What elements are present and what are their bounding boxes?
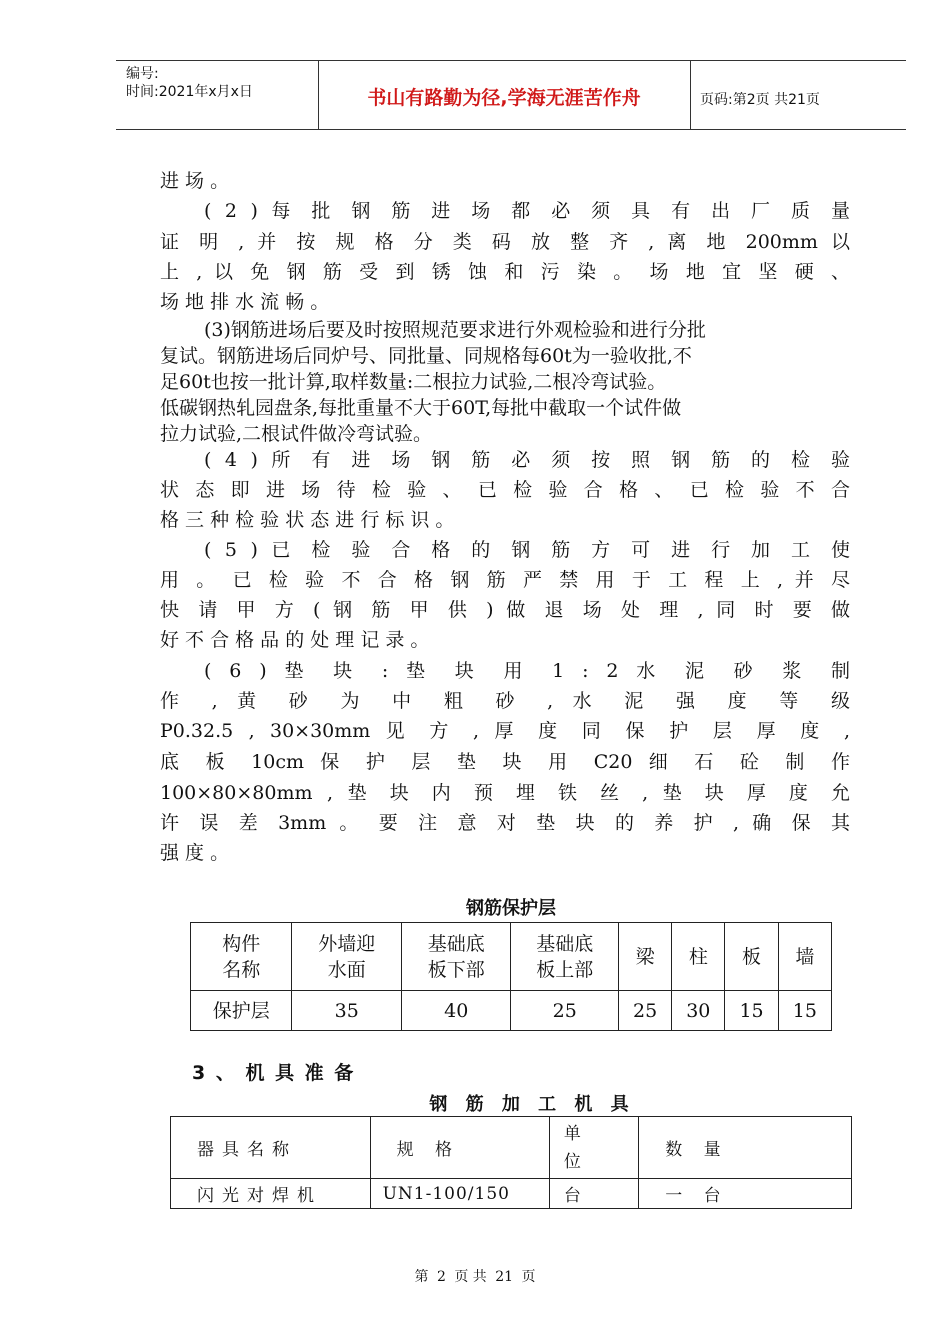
page-header bbox=[116, 60, 906, 130]
table-row bbox=[191, 991, 832, 1031]
footer-total: 21 bbox=[495, 1269, 514, 1285]
body-line: 低碳钢热轧园盘条,每批重量不大于60T,每批中截取一个试件做 bbox=[160, 397, 682, 419]
section-heading: 3 、 机 具 准 备 bbox=[192, 1062, 354, 1084]
table-cell: 25 bbox=[511, 991, 619, 1031]
table-header-cell: 器具名称 bbox=[171, 1117, 371, 1179]
body-line: ( 5 ) 已 检 验 合 格 的 钢 筋 方 可 进 行 加 工 使 bbox=[204, 539, 850, 561]
tool-table-caption: 钢 筋 加 工 机 具 bbox=[429, 1094, 635, 1115]
table-header-cell: 构件 名称 bbox=[191, 923, 292, 991]
table-cell: 35 bbox=[292, 991, 402, 1031]
footer-prefix: 第 bbox=[414, 1269, 429, 1285]
body-line: ( 4 ) 所 有 进 场 钢 筋 必 须 按 照 钢 筋 的 检 验 bbox=[204, 449, 850, 471]
table-cell: 15 bbox=[778, 991, 831, 1031]
footer-page: 2 bbox=[436, 1269, 446, 1285]
table-header-row bbox=[171, 1117, 852, 1179]
header-time: 时间:2021年x月x日 bbox=[126, 84, 253, 100]
body-line: 状 态 即 进 场 待 检 验 、 已 检 验 合 格 、 已 检 验 不 合 bbox=[160, 479, 850, 501]
body-line: 进 场 。 bbox=[160, 170, 230, 192]
body-line: 强 度 。 bbox=[160, 842, 230, 864]
cover-table-caption: 钢筋保护层 bbox=[466, 898, 556, 919]
table-cell: 40 bbox=[401, 991, 511, 1031]
header-motto: 书山有路勤为径,学海无涯苦作舟 bbox=[367, 87, 641, 109]
body-line: 足60t也按一批计算,取样数量:二根拉力试验,二根冷弯试验。 bbox=[160, 371, 667, 393]
table-header-cell: 规 格 bbox=[370, 1117, 549, 1179]
tool-table bbox=[170, 1116, 852, 1209]
table-header-row bbox=[191, 923, 832, 991]
table-cell: 闪光对焊机 bbox=[171, 1179, 371, 1209]
body-line: 拉力试验,二根试件做冷弯试验。 bbox=[160, 423, 433, 445]
body-line: 用 。 已 检 验 不 合 格 钢 筋 严 禁 用 于 工 程 上 , 并 尽 bbox=[160, 569, 850, 591]
table-cell: 15 bbox=[725, 991, 778, 1031]
cover-table bbox=[190, 922, 832, 1031]
body-line: 作 , 黄 砂 为 中 粗 砂 , 水 泥 强 度 等 级 bbox=[160, 690, 850, 712]
body-line: P0.32.5 , 30×30mm 见 方 , 厚 度 同 保 护 层 厚 度 , bbox=[160, 720, 850, 742]
table-header-cell: 数 量 bbox=[639, 1117, 852, 1179]
table-row bbox=[171, 1179, 852, 1209]
body-line: (3)钢筋进场后要及时按照规范要求进行外观检验和进行分批 bbox=[204, 319, 706, 341]
table-header-cell: 单 位 bbox=[549, 1117, 638, 1179]
page-footer bbox=[0, 1266, 950, 1286]
body-line: 场 地 排 水 流 畅 。 bbox=[160, 291, 330, 313]
table-cell: 25 bbox=[618, 991, 671, 1031]
table-cell: 一 台 bbox=[639, 1179, 852, 1209]
table-cell: 台 bbox=[549, 1179, 638, 1209]
body-line: ( 2 ) 每 批 钢 筋 进 场 都 必 须 具 有 出 厂 质 量 bbox=[204, 200, 850, 222]
footer-mid: 页 共 bbox=[454, 1269, 487, 1285]
table-cell: 30 bbox=[672, 991, 725, 1031]
body-line: ( 6 ) 垫 块 : 垫 块 用 1 : 2 水 泥 砂 浆 制 bbox=[204, 660, 850, 682]
header-page-number: 页码:第2页 共21页 bbox=[700, 92, 820, 108]
body-line: 快 请 甲 方 ( 钢 筋 甲 供 ) 做 退 场 处 理 , 同 时 要 做 bbox=[160, 599, 850, 621]
table-cell: 保护层 bbox=[191, 991, 292, 1031]
body-line: 上 , 以 免 钢 筋 受 到 锈 蚀 和 污 染 。 场 地 宜 坚 硬 、 bbox=[160, 261, 850, 283]
body-line: 100×80×80mm , 垫 块 内 预 埋 铁 丝 , 垫 块 厚 度 允 bbox=[160, 782, 850, 804]
header-number: 编号: bbox=[126, 66, 159, 82]
body-line: 好 不 合 格 品 的 处 理 记 录 。 bbox=[160, 629, 430, 651]
body-line: 底 板 10cm 保 护 层 垫 块 用 C20 细 石 砼 制 作 bbox=[160, 751, 850, 773]
header-divider bbox=[690, 61, 691, 129]
table-header-cell: 板 bbox=[725, 923, 778, 991]
table-header-cell: 基础底 板上部 bbox=[511, 923, 619, 991]
body-line: 格 三 种 检 验 状 态 进 行 标 识 。 bbox=[160, 509, 455, 531]
table-header-cell: 梁 bbox=[618, 923, 671, 991]
body-line: 许 误 差 3mm 。 要 注 意 对 垫 块 的 养 护 , 确 保 其 bbox=[160, 812, 850, 834]
table-header-cell: 基础底 板下部 bbox=[401, 923, 511, 991]
footer-suffix: 页 bbox=[521, 1269, 536, 1285]
table-cell: UN1-100/150 bbox=[370, 1179, 549, 1209]
table-header-cell: 墙 bbox=[778, 923, 831, 991]
table-header-cell: 柱 bbox=[672, 923, 725, 991]
body-line: 证 明 , 并 按 规 格 分 类 码 放 整 齐 , 离 地 200mm 以 bbox=[160, 231, 850, 253]
body-line: 复试。钢筋进场后同炉号、同批量、同规格每60t为一验收批,不 bbox=[160, 345, 692, 367]
header-meta bbox=[126, 65, 253, 101]
table-header-cell: 外墙迎 水面 bbox=[292, 923, 402, 991]
